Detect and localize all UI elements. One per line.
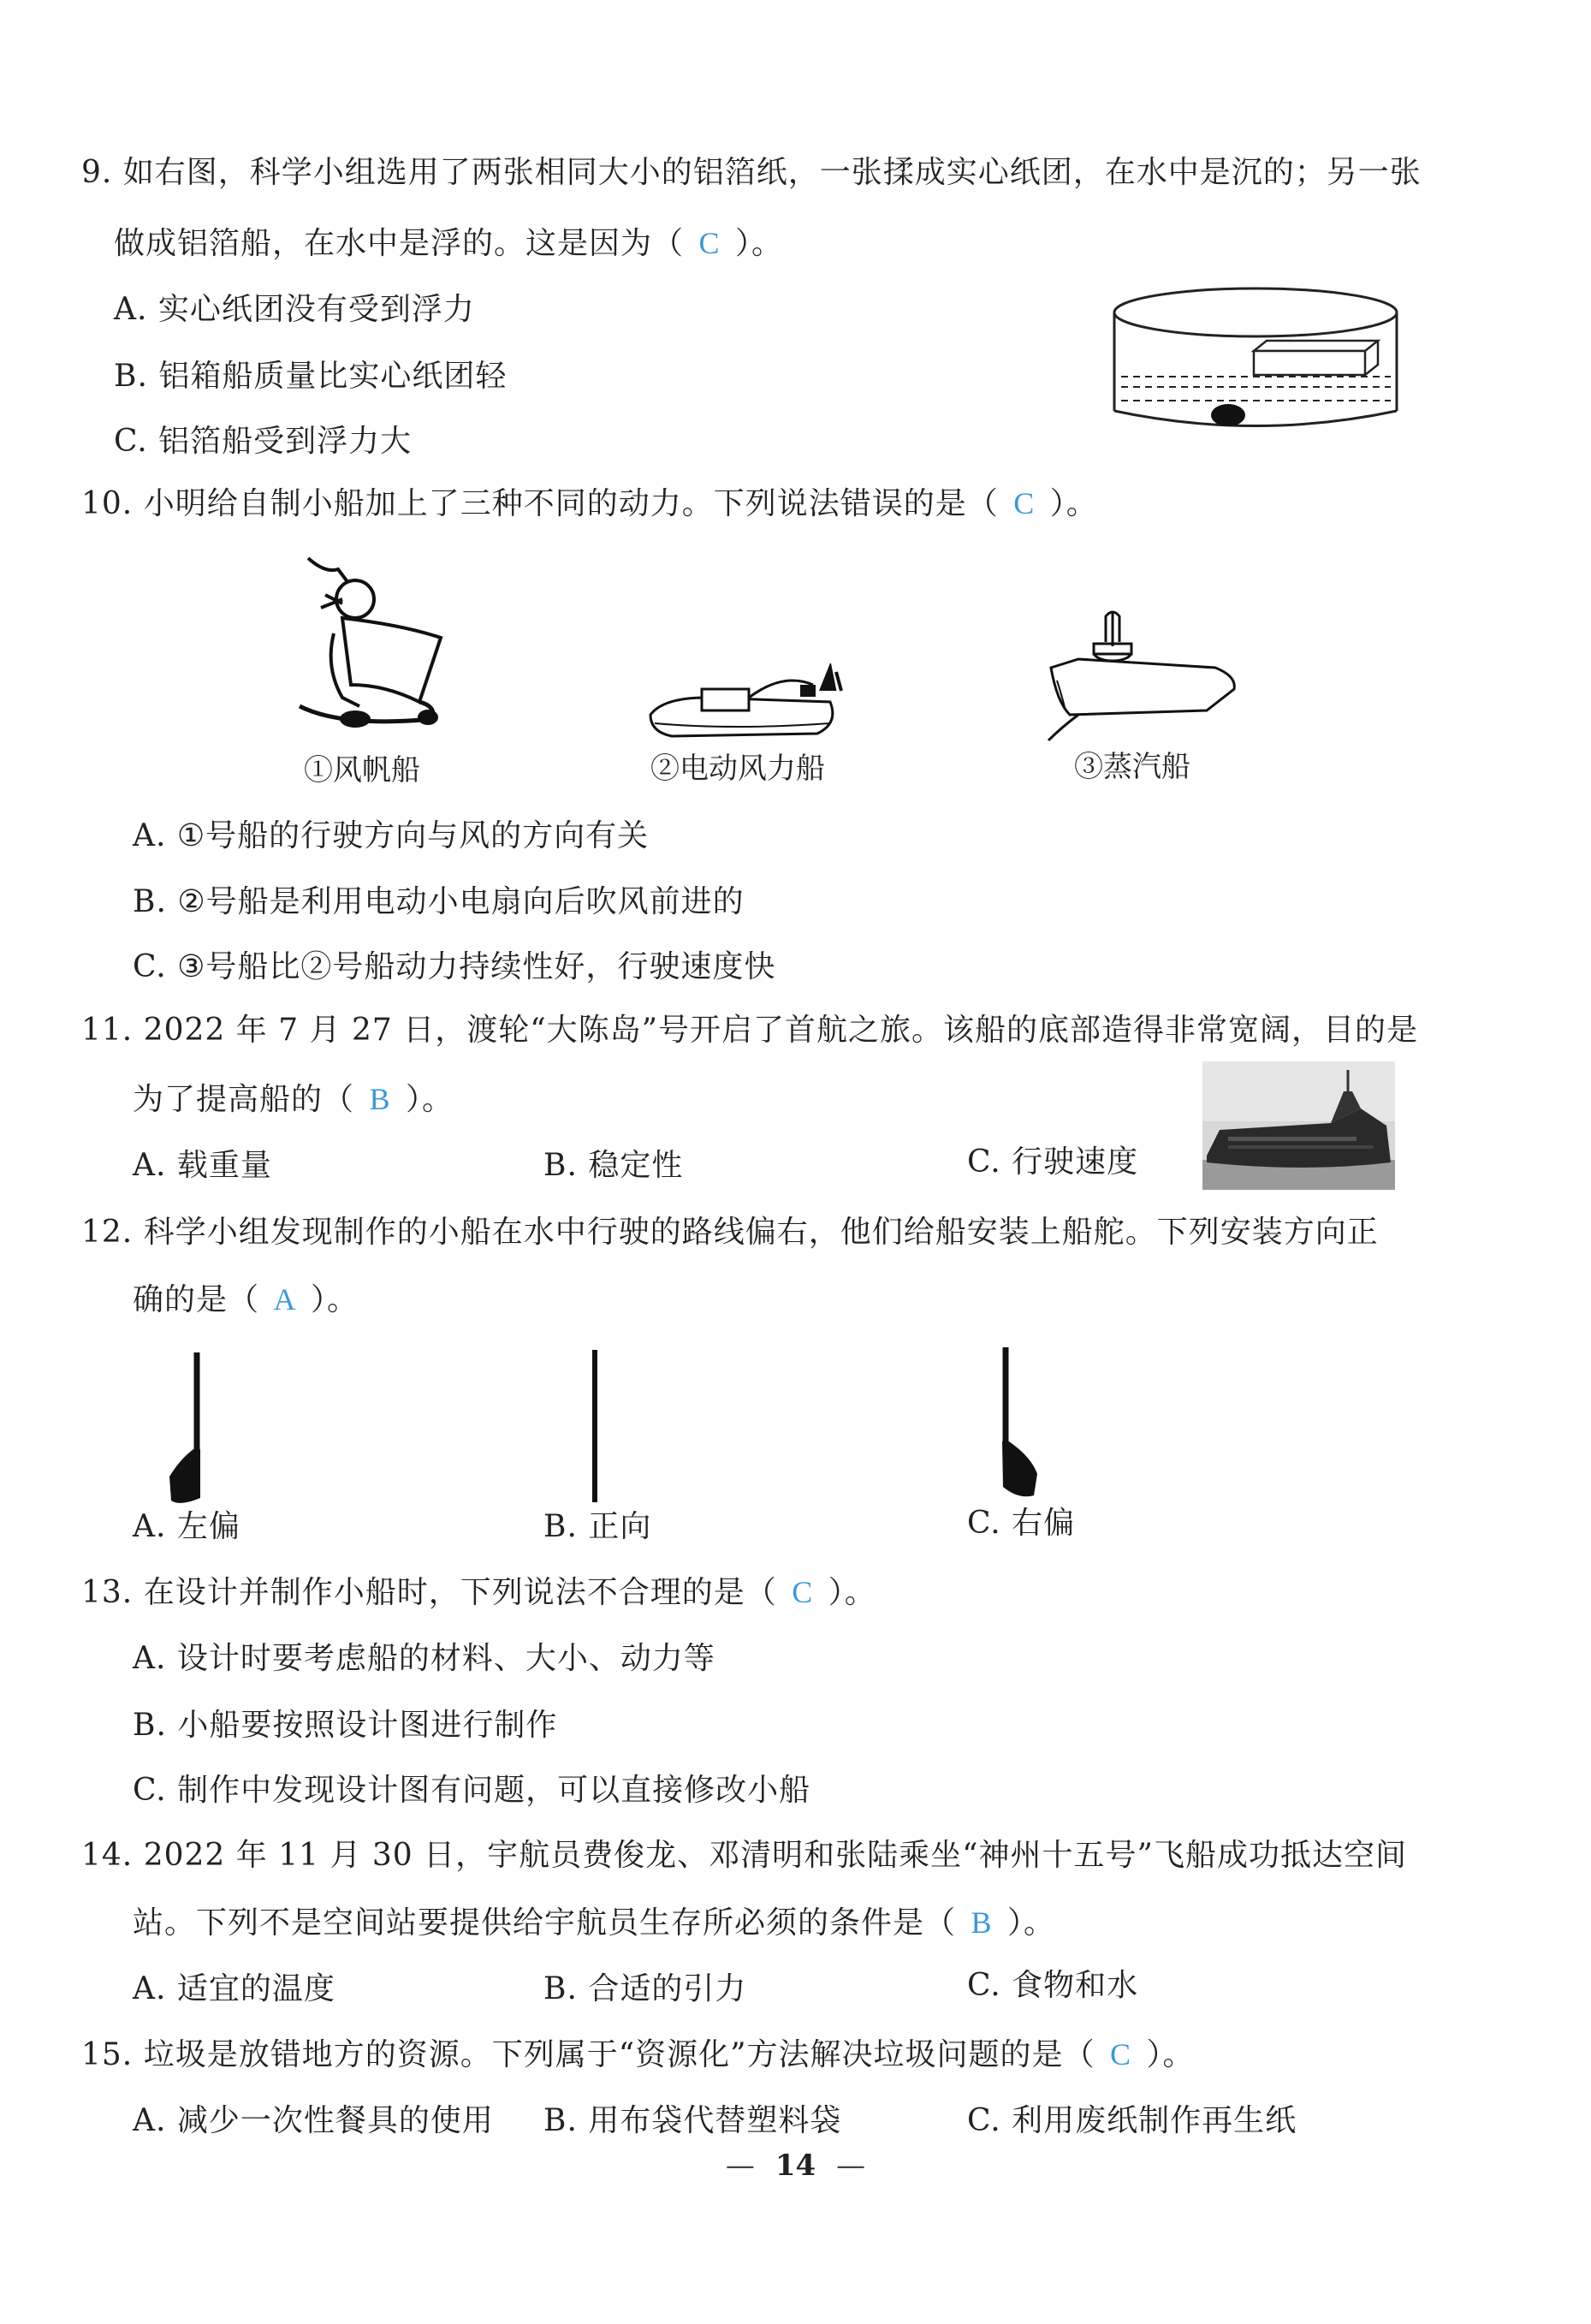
rudder-straight-icon: [582, 1348, 608, 1507]
q12-answer: A: [273, 1282, 297, 1317]
q15-answer: C: [1110, 2037, 1132, 2071]
water-container-figure: [1108, 282, 1404, 437]
q13-stem-post: ）。: [828, 1575, 876, 1610]
q10-option-c: C. ③号船比②号船动力持续性好，行驶速度快: [133, 949, 776, 984]
q12-option-b: B. 正向: [543, 1509, 652, 1544]
q12-stem-pre: 确的是（: [133, 1282, 260, 1317]
q15-stem-pre: 15. 垃圾是放错地方的资源。下列属于“资源化”方法解决垃圾问题的是（: [81, 2037, 1095, 2072]
q10-option-a: A. ①号船的行驶方向与风的方向有关: [133, 818, 650, 853]
q11-answer: B: [369, 1082, 391, 1116]
electric-fan-boat-figure: [646, 663, 852, 745]
q14-stem-pre: 站。下列不是空间站要提供给宇航员生存所必须的条件是（: [133, 1905, 957, 1941]
q9-stem-pre: 做成铝箔船，在水中是浮的。这是因为（: [114, 226, 685, 261]
q14-stem-post: ）。: [1007, 1905, 1056, 1941]
q13-stem: [81, 1573, 876, 1612]
q9-answer: C: [698, 226, 721, 260]
steam-boat-figure: [1044, 608, 1241, 745]
q14-option-b: B. 合适的引力: [543, 1971, 747, 2006]
electric-fan-boat-caption: ②电动风力船: [650, 752, 825, 786]
q9-stem-line2: [114, 224, 783, 263]
q13-option-b: B. 小船要按照设计图进行制作: [133, 1708, 558, 1743]
q14-answer: B: [971, 1905, 993, 1940]
q9-stem-line1: 9. 如右图，科学小组选用了两张相同大小的铝箔纸，一张揉成实心纸团，在水中是沉的；另一张: [81, 155, 1422, 190]
q12-stem-post: ）。: [311, 1282, 359, 1317]
q9-option-b: B. 铝箱船质量比实心纸团轻: [114, 359, 508, 394]
q11-stem-pre: 为了提高船的（: [133, 1082, 355, 1117]
aluminum-foil-boat-icon: [1254, 341, 1378, 375]
sailboat-caption: ①风帆船: [304, 753, 420, 788]
q10-option-b: B. ②号船是利用电动小电扇向后吹风前进的: [133, 884, 745, 919]
q13-option-c: C. 制作中发现设计图有问题，可以直接修改小船: [133, 1773, 811, 1808]
q14-option-c: C. 食物和水: [967, 1968, 1139, 2003]
q13-stem-pre: 13. 在设计并制作小船时，下列说法不合理的是（: [81, 1575, 777, 1610]
q15-stem: [81, 2036, 1195, 2074]
q11-stem-line1: 11. 2022 年 7 月 27 日，渡轮“大陈岛”号开启了首航之旅。该船的底部造得非常宽阔，目的是: [81, 1013, 1419, 1048]
q12-option-a: A. 左偏: [133, 1509, 240, 1544]
q9-stem-post: ）。: [735, 226, 784, 261]
q13-answer: C: [792, 1575, 814, 1609]
rudder-right-icon: [993, 1346, 1053, 1504]
q14-stem-line1: 14. 2022 年 11 月 30 日，宇航员费俊龙、邓清明和张陆乘坐“神州十五号”飞船成功抵达空间: [81, 1838, 1407, 1873]
q12-option-c: C. 右偏: [967, 1506, 1076, 1541]
q15-option-a: A. 减少一次性餐具的使用: [133, 2103, 494, 2138]
ferry-photo: [1202, 1061, 1395, 1190]
q15-option-c: C. 利用废纸制作再生纸: [967, 2103, 1297, 2138]
q11-option-b: B. 稳定性: [543, 1148, 684, 1183]
steam-boat-caption: ③蒸汽船: [1074, 750, 1190, 784]
q12-stem-line1: 12. 科学小组发现制作的小船在水中行驶的路线偏右，他们给船安装上船舵。下列安装方向正: [81, 1215, 1379, 1250]
q12-stem-line2: [133, 1281, 359, 1319]
q11-option-c: C. 行驶速度: [967, 1144, 1139, 1180]
q9-option-c: C. 铝箔船受到浮力大: [114, 424, 413, 459]
q10-stem: [81, 484, 1098, 523]
foil-ball-icon: [1211, 404, 1245, 426]
page-number: 14: [775, 2149, 816, 2183]
q14-option-a: A. 适宜的温度: [133, 1971, 335, 2006]
q15-option-b: B. 用布袋代替塑料袋: [543, 2103, 842, 2138]
q11-stem-post: ）。: [406, 1082, 454, 1117]
q15-stem-post: ）。: [1146, 2037, 1195, 2072]
q14-stem-line2: [133, 1904, 1055, 1942]
q10-answer: C: [1013, 486, 1036, 520]
sailboat-figure: [291, 556, 454, 740]
footer-dash-left: —: [725, 2149, 755, 2183]
footer-dash-right: —: [836, 2149, 866, 2183]
q11-stem-line2: [133, 1080, 454, 1119]
q13-option-a: A. 设计时要考虑船的材料、大小、动力等: [133, 1641, 715, 1676]
q10-stem-post: ）。: [1049, 486, 1098, 521]
rudder-left-icon: [163, 1348, 214, 1507]
q10-stem-pre: 10. 小明给自制小船加上了三种不同的动力。下列说法错误的是（: [81, 486, 999, 521]
page-footer: [0, 2149, 1591, 2183]
q11-option-a: A. 载重量: [133, 1148, 272, 1183]
q9-option-a: A. 实心纸团没有受到浮力: [114, 292, 475, 327]
